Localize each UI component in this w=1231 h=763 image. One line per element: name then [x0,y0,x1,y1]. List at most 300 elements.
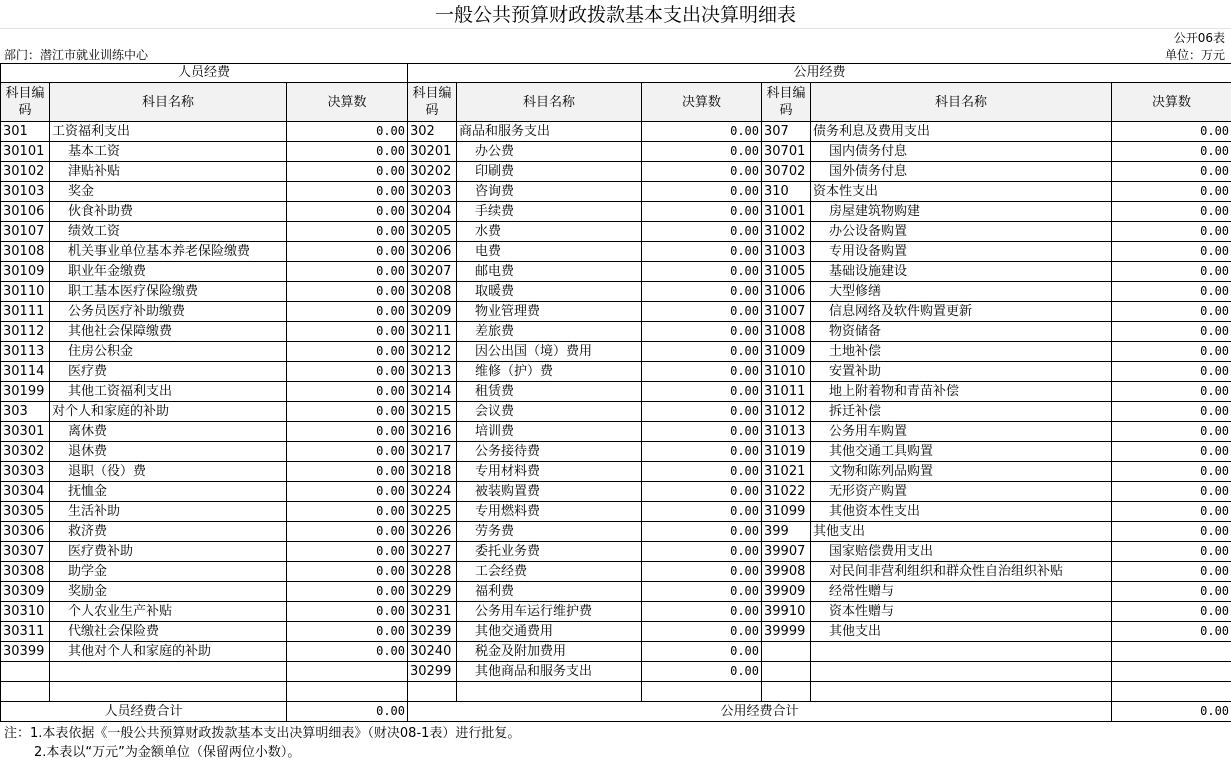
item-amount: 0.00 [1112,462,1231,482]
item-amount: 0.00 [642,502,762,522]
item-name: 邮电费 [457,262,642,282]
item-code: 30231 [408,602,457,622]
table-row [1,142,1231,162]
item-name: 被装购置费 [457,482,642,502]
item-amount: 0.00 [287,422,408,442]
item-code [762,682,811,702]
item-amount: 0.00 [642,262,762,282]
item-code: 30205 [408,222,457,242]
item-code: 30239 [408,622,457,642]
item-amount: 0.00 [1112,242,1231,262]
item-name: 国外债务付息 [811,162,1112,182]
item-name: 印刷费 [457,162,642,182]
item-code: 30302 [1,442,50,462]
item-code: 30218 [408,462,457,482]
item-name: 劳务费 [457,522,642,542]
item-name: 房屋建筑物购建 [811,202,1112,222]
item-code: 30107 [1,222,50,242]
item-code: 30114 [1,362,50,382]
item-code: 30224 [408,482,457,502]
col-amount-header: 决算数 [642,83,762,122]
item-amount: 0.00 [1112,362,1231,382]
item-code: 31003 [762,242,811,262]
item-name: 文物和陈列品购置 [811,462,1112,482]
item-code: 30106 [1,202,50,222]
item-code: 30399 [1,642,50,662]
item-name: 奖励金 [50,582,287,602]
item-name: 委托业务费 [457,542,642,562]
report-title: 一般公共预算财政拨款基本支出决算明细表 [434,4,796,26]
item-code: 30240 [408,642,457,662]
personnel-total-value: 0.00 [287,702,408,722]
item-code: 31022 [762,482,811,502]
col-name-header: 科目名称 [50,83,287,122]
item-code: 30227 [408,542,457,562]
item-amount: 0.00 [642,622,762,642]
item-amount: 0.00 [642,442,762,462]
item-name: 绩效工资 [50,222,287,242]
table-row [1,662,1231,682]
item-code: 30310 [1,602,50,622]
item-code: 31010 [762,362,811,382]
item-amount: 0.00 [1112,482,1231,502]
item-code [408,682,457,702]
item-code: 30304 [1,482,50,502]
item-amount: 0.00 [642,482,762,502]
item-name: 信息网络及软件购置更新 [811,302,1112,322]
item-amount [1112,682,1231,702]
item-code: 30201 [408,142,457,162]
item-name: 其他支出 [811,622,1112,642]
item-code: 30112 [1,322,50,342]
item-amount [1112,642,1231,662]
item-code: 310 [762,182,811,202]
item-name: 维修（护）费 [457,362,642,382]
item-name: 资本性赠与 [811,602,1112,622]
table-row [1,322,1231,342]
item-amount [1112,662,1231,682]
item-code: 31012 [762,402,811,422]
item-amount: 0.00 [642,122,762,142]
col-amount-header: 决算数 [287,83,408,122]
item-code: 30103 [1,182,50,202]
item-code: 30199 [1,382,50,402]
col-amount-header: 决算数 [1112,83,1231,122]
table-row [1,482,1231,502]
item-amount: 0.00 [642,362,762,382]
item-name: 其他工资福利支出 [50,382,287,402]
item-code: 30303 [1,462,50,482]
item-code: 39908 [762,562,811,582]
item-amount: 0.00 [1112,182,1231,202]
item-code: 31005 [762,262,811,282]
personnel-total-label: 人员经费合计 [1,702,287,722]
item-name: 拆迁补偿 [811,402,1112,422]
item-code: 30217 [408,442,457,462]
item-code: 30111 [1,302,50,322]
item-name: 水费 [457,222,642,242]
item-code: 30101 [1,142,50,162]
item-code: 30228 [408,562,457,582]
item-code: 307 [762,122,811,142]
item-code: 30209 [408,302,457,322]
table-row [1,602,1231,622]
item-code: 39999 [762,622,811,642]
item-amount: 0.00 [642,582,762,602]
item-code: 30212 [408,342,457,362]
item-name: 对个人和家庭的补助 [50,402,287,422]
item-code: 30216 [408,422,457,442]
item-code: 30226 [408,522,457,542]
item-code: 30299 [408,662,457,682]
item-amount: 0.00 [1112,322,1231,342]
item-code: 30213 [408,362,457,382]
item-name [50,682,287,702]
item-code: 31009 [762,342,811,362]
item-code: 31013 [762,422,811,442]
item-code: 31001 [762,202,811,222]
item-name: 租赁费 [457,382,642,402]
table-row [1,682,1231,702]
item-name: 税金及附加费用 [457,642,642,662]
item-amount: 0.00 [1112,302,1231,322]
item-amount: 0.00 [1112,442,1231,462]
table-row [1,442,1231,462]
item-name: 机关事业单位基本养老保险缴费 [50,242,287,262]
item-code: 39909 [762,582,811,602]
item-name: 办公设备购置 [811,222,1112,242]
footnote-1: 注：1.本表依据《一般公共预算财政拨款基本支出决算明细表》（财决08-1表）进行批复。 [4,726,521,741]
item-name [811,682,1112,702]
item-code: 30301 [1,422,50,442]
item-amount [642,682,762,702]
item-amount: 0.00 [287,362,408,382]
department-label: 部门：潜江市就业训练中心 [4,48,149,62]
item-amount [287,662,408,682]
item-name: 职业年金缴费 [50,262,287,282]
item-code: 30102 [1,162,50,182]
table-body [1,122,1231,702]
item-amount: 0.00 [642,382,762,402]
item-name: 公务用车运行维护费 [457,602,642,622]
table-row [1,262,1231,282]
item-name: 其他对个人和家庭的补助 [50,642,287,662]
item-name: 国内债务付息 [811,142,1112,162]
item-name: 物资储备 [811,322,1112,342]
item-name: 专用设备购置 [811,242,1112,262]
item-amount: 0.00 [1112,422,1231,442]
item-name: 工资福利支出 [50,122,287,142]
col-name-header: 科目名称 [457,83,642,122]
item-amount: 0.00 [1112,222,1231,242]
item-name: 安置补助 [811,362,1112,382]
item-name: 其他社会保障缴费 [50,322,287,342]
item-amount: 0.00 [1112,542,1231,562]
item-amount: 0.00 [1112,562,1231,582]
item-name: 其他支出 [811,522,1112,542]
footnote-2: 2.本表以“万元”为金额单位（保留两位小数）。 [34,745,301,760]
item-name: 住房公积金 [50,342,287,362]
footnotes [4,724,520,762]
item-amount: 0.00 [1112,582,1231,602]
item-name: 职工基本医疗保险缴费 [50,282,287,302]
item-amount: 0.00 [642,462,762,482]
item-name: 其他资本性支出 [811,502,1112,522]
item-amount: 0.00 [287,622,408,642]
item-name: 对民间非营利组织和群众性自治组织补贴 [811,562,1112,582]
item-amount: 0.00 [287,122,408,142]
item-code [1,662,50,682]
item-name: 专用材料费 [457,462,642,482]
item-amount: 0.00 [1112,402,1231,422]
item-amount: 0.00 [287,462,408,482]
item-amount: 0.00 [287,602,408,622]
item-amount: 0.00 [287,342,408,362]
item-amount: 0.00 [287,222,408,242]
item-name: 咨询费 [457,182,642,202]
item-name: 福利费 [457,582,642,602]
item-code [1,682,50,702]
item-name: 专用燃料费 [457,502,642,522]
table-row [1,462,1231,482]
item-name: 助学金 [50,562,287,582]
item-code: 30110 [1,282,50,302]
item-name: 取暖费 [457,282,642,302]
item-amount: 0.00 [642,522,762,542]
item-amount: 0.00 [642,182,762,202]
item-name: 其他交通工具购置 [811,442,1112,462]
header-grid [0,28,1231,65]
item-amount: 0.00 [287,482,408,502]
item-name: 公务员医疗补助缴费 [50,302,287,322]
item-code: 30208 [408,282,457,302]
item-name: 因公出国（境）费用 [457,342,642,362]
col-code-header: 科目编码 [408,83,457,122]
item-name: 资本性支出 [811,182,1112,202]
item-amount: 0.00 [642,162,762,182]
item-name: 医疗费补助 [50,542,287,562]
totals-row [1,702,1231,722]
table-row [1,622,1231,642]
item-name: 退休费 [50,442,287,462]
item-amount: 0.00 [287,162,408,182]
unit-label: 单位：万元 [1164,48,1225,62]
item-amount: 0.00 [287,642,408,662]
item-amount: 0.00 [287,202,408,222]
item-code: 30307 [1,542,50,562]
item-code: 31019 [762,442,811,462]
table-row [1,642,1231,662]
form-number: 公开06表 [1173,31,1225,45]
item-amount: 0.00 [287,542,408,562]
item-code: 31006 [762,282,811,302]
item-name: 大型修缮 [811,282,1112,302]
col-name-header: 科目名称 [811,83,1112,122]
table-row [1,282,1231,302]
item-name: 退职（役）费 [50,462,287,482]
item-amount: 0.00 [287,582,408,602]
item-name: 培训费 [457,422,642,442]
item-code: 30702 [762,162,811,182]
item-code: 31002 [762,222,811,242]
item-amount: 0.00 [287,282,408,302]
item-code: 30215 [408,402,457,422]
item-amount: 0.00 [287,442,408,462]
item-name [811,662,1112,682]
item-amount: 0.00 [1112,122,1231,142]
item-name: 个人农业生产补贴 [50,602,287,622]
item-code: 30109 [1,262,50,282]
item-amount: 0.00 [287,382,408,402]
item-code: 30225 [408,502,457,522]
item-amount: 0.00 [642,282,762,302]
item-amount: 0.00 [287,562,408,582]
public-total-label: 公用经费合计 [408,702,1112,722]
item-code: 30311 [1,622,50,642]
item-name: 其他交通费用 [457,622,642,642]
item-amount: 0.00 [1112,522,1231,542]
item-code: 30701 [762,142,811,162]
item-code: 30108 [1,242,50,262]
table-row [1,162,1231,182]
item-amount: 0.00 [287,502,408,522]
item-name: 办公费 [457,142,642,162]
table-row [1,522,1231,542]
item-name: 经常性赠与 [811,582,1112,602]
item-name: 伙食补助费 [50,202,287,222]
item-code: 30207 [408,262,457,282]
item-code: 303 [1,402,50,422]
item-amount: 0.00 [642,342,762,362]
item-amount: 0.00 [642,642,762,662]
item-name: 公务接待费 [457,442,642,462]
table-row [1,342,1231,362]
item-name: 离休费 [50,422,287,442]
item-code: 30113 [1,342,50,362]
table-row [1,382,1231,402]
table-row [1,542,1231,562]
item-amount: 0.00 [1112,142,1231,162]
item-amount: 0.00 [287,182,408,202]
item-name: 物业管理费 [457,302,642,322]
item-name: 代缴社会保险费 [50,622,287,642]
item-name: 差旅费 [457,322,642,342]
item-name: 其他商品和服务支出 [457,662,642,682]
item-amount: 0.00 [642,202,762,222]
item-code: 399 [762,522,811,542]
item-amount: 0.00 [1112,602,1231,622]
item-amount: 0.00 [642,322,762,342]
item-name: 地上附着物和青苗补偿 [811,382,1112,402]
item-code: 30309 [1,582,50,602]
item-amount: 0.00 [642,142,762,162]
item-amount: 0.00 [1112,502,1231,522]
table-row [1,202,1231,222]
item-code: 30308 [1,562,50,582]
item-amount: 0.00 [1112,342,1231,362]
personnel-header: 人员经费 [1,64,408,83]
item-amount: 0.00 [642,542,762,562]
item-code: 31007 [762,302,811,322]
item-amount: 0.00 [287,242,408,262]
item-name: 抚恤金 [50,482,287,502]
item-amount: 0.00 [642,242,762,262]
table-row [1,402,1231,422]
item-amount: 0.00 [287,522,408,542]
item-amount: 0.00 [642,662,762,682]
item-name [811,642,1112,662]
item-code: 31008 [762,322,811,342]
item-amount: 0.00 [1112,622,1231,642]
item-name: 医疗费 [50,362,287,382]
item-code: 31021 [762,462,811,482]
item-name: 基础设施建设 [811,262,1112,282]
item-code: 30305 [1,502,50,522]
item-amount: 0.00 [642,302,762,322]
table-row [1,502,1231,522]
table-row [1,562,1231,582]
public-header: 公用经费 [408,64,1231,83]
item-name [457,682,642,702]
item-name: 会议费 [457,402,642,422]
table-row [1,582,1231,602]
item-name: 土地补偿 [811,342,1112,362]
item-code: 30229 [408,582,457,602]
item-code: 302 [408,122,457,142]
item-code: 30203 [408,182,457,202]
col-code-header: 科目编码 [1,83,50,122]
item-amount: 0.00 [642,562,762,582]
item-name: 手续费 [457,202,642,222]
item-amount: 0.00 [1112,162,1231,182]
table-row [1,242,1231,262]
item-code: 301 [1,122,50,142]
item-code [762,642,811,662]
public-total-value: 0.00 [1112,702,1231,722]
item-code: 31011 [762,382,811,402]
item-name: 基本工资 [50,142,287,162]
item-amount [287,682,408,702]
item-amount: 0.00 [1112,262,1231,282]
table-row [1,122,1231,142]
table-row [1,182,1231,202]
item-code: 39907 [762,542,811,562]
item-code: 30214 [408,382,457,402]
item-amount: 0.00 [1112,282,1231,302]
item-code [762,662,811,682]
item-code: 31099 [762,502,811,522]
item-name: 津贴补贴 [50,162,287,182]
item-amount: 0.00 [287,262,408,282]
table-row [1,302,1231,322]
item-name: 奖金 [50,182,287,202]
item-code: 30211 [408,322,457,342]
item-name: 债务利息及费用支出 [811,122,1112,142]
item-name [50,662,287,682]
item-name: 国家赔偿费用支出 [811,542,1112,562]
item-code: 30206 [408,242,457,262]
table-row [1,422,1231,442]
table-row [1,222,1231,242]
item-name: 电费 [457,242,642,262]
item-name: 公务用车购置 [811,422,1112,442]
item-name: 工会经费 [457,562,642,582]
item-name: 救济费 [50,522,287,542]
col-code-header: 科目编码 [762,83,811,122]
item-amount: 0.00 [287,402,408,422]
item-code: 39910 [762,602,811,622]
item-amount: 0.00 [642,402,762,422]
